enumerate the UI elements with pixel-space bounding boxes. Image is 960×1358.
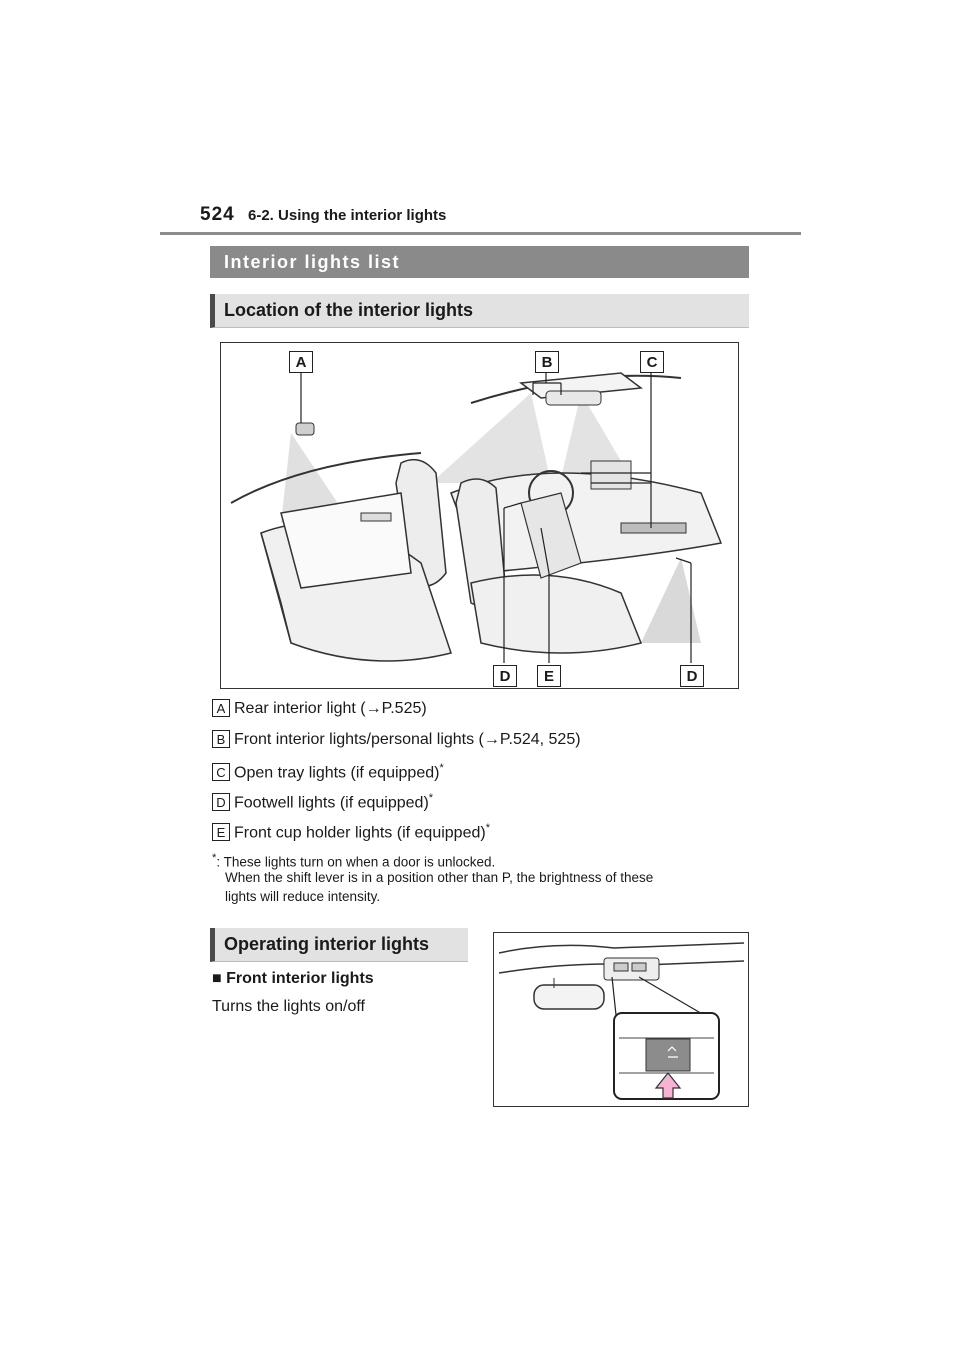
legend-letter: B: [212, 730, 230, 748]
square-bullet-icon: ■: [212, 970, 222, 987]
legend-letter: A: [212, 699, 230, 717]
page-number: 524: [200, 204, 235, 225]
section-heading: Interior lights list: [210, 246, 749, 278]
footnote-text: : These lights turn on when a door is unlocked.: [216, 854, 496, 870]
legend-letter: E: [212, 823, 230, 841]
legend-item-a: [212, 700, 427, 722]
subsection-heading-location: Location of the interior lights: [210, 294, 749, 328]
legend-item-c: [212, 762, 444, 784]
callout-a: A: [289, 351, 313, 373]
legend-text: Footwell lights (if equipped): [234, 794, 429, 812]
callout-d-left: D: [493, 665, 517, 687]
arrow-icon: →: [483, 731, 500, 749]
bullet-heading-text: Front interior lights: [226, 970, 374, 987]
footnote-line-3: lights will reduce intensity.: [225, 889, 381, 904]
legend-text: Front cup holder lights (if equipped): [234, 824, 486, 842]
asterisk-marker: *: [439, 762, 444, 774]
asterisk-marker: *: [428, 792, 434, 804]
bullet-heading: [212, 970, 374, 988]
page-reference-link[interactable]: P.525): [381, 700, 427, 718]
chapter-section-title: 6-2. Using the interior lights: [248, 207, 447, 224]
legend-item-e: [212, 822, 490, 844]
car-interior-illustration: [221, 343, 738, 688]
body-text: Turns the lights on/off: [212, 998, 365, 1015]
subsection-heading-operating: Operating interior lights: [210, 928, 468, 962]
legend-text: Open tray lights (if equipped): [234, 764, 440, 782]
legend-letter: D: [212, 793, 230, 811]
interior-lights-diagram: [220, 342, 739, 689]
page-reference-link[interactable]: P.524, 525): [499, 731, 581, 749]
header-rule: [160, 232, 801, 235]
callout-c: C: [640, 351, 664, 373]
callout-e: E: [537, 665, 561, 687]
legend-item-d: [212, 792, 433, 814]
callout-d-right: D: [680, 665, 704, 687]
legend-letter: C: [212, 763, 230, 781]
legend-item-b: [212, 731, 581, 753]
overhead-console-drawing: [494, 933, 748, 1106]
legend-text: Front interior lights/personal lights (: [234, 731, 484, 749]
footnote-line-2: When the shift lever is in a position other than P, the brightness of these: [225, 870, 654, 885]
footnote-marker: *: [212, 852, 217, 864]
callout-b: B: [535, 351, 559, 373]
asterisk-marker: *: [485, 822, 490, 834]
front-light-switch-illustration: [493, 932, 749, 1107]
arrow-icon: →: [365, 700, 382, 718]
legend-text: Rear interior light (: [234, 700, 366, 718]
